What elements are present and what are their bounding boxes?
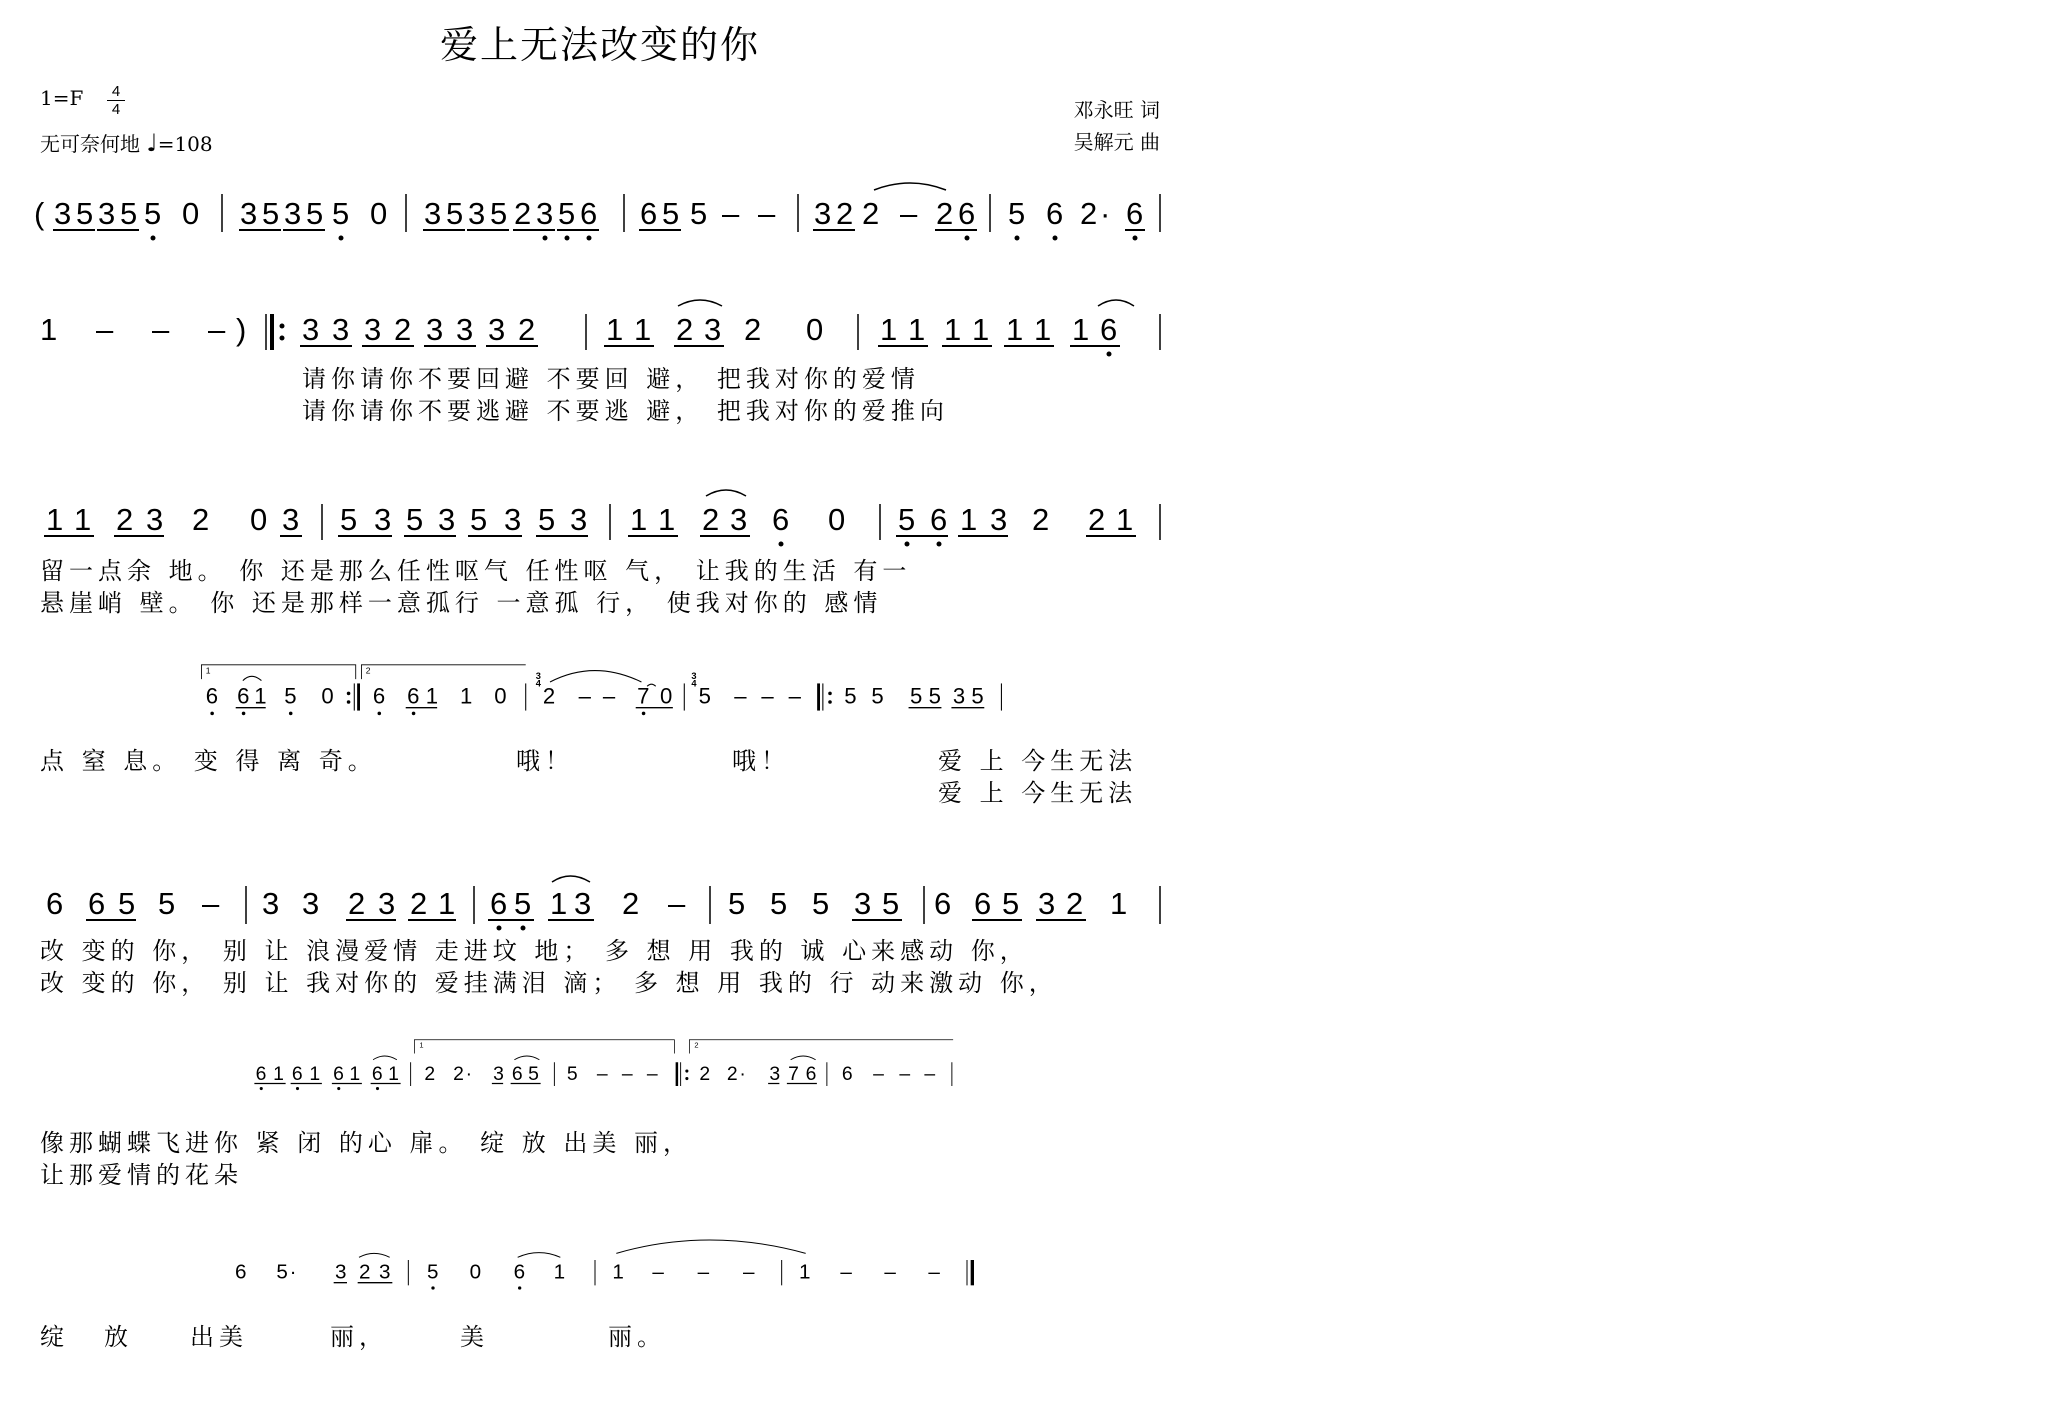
svg-text:3: 3	[574, 886, 592, 921]
svg-text:3: 3	[952, 683, 966, 709]
svg-text:3: 3	[302, 886, 320, 921]
svg-text:·: ·	[1100, 196, 1111, 231]
svg-text:3: 3	[570, 502, 588, 537]
svg-text:3: 3	[438, 502, 456, 537]
svg-text:6: 6	[841, 1062, 853, 1085]
svg-text:5: 5	[770, 886, 788, 921]
svg-text:·: ·	[739, 1062, 746, 1085]
notes-row-5	[40, 880, 1170, 920]
svg-text:7: 7	[788, 1062, 799, 1085]
svg-text:2: 2	[622, 886, 640, 921]
svg-text:6: 6	[640, 196, 658, 231]
tempo-marking	[40, 128, 213, 157]
svg-text:6: 6	[974, 886, 992, 921]
svg-text:3: 3	[284, 196, 302, 231]
lyric-row-4-verse-2: 爱 上 今生无法	[938, 779, 1138, 807]
notation-row-1	[34, 190, 1170, 250]
svg-text:6: 6	[934, 886, 952, 921]
svg-text:0: 0	[828, 502, 846, 537]
svg-text:2: 2	[1088, 502, 1106, 537]
svg-text:2: 2	[359, 1260, 371, 1284]
svg-text:5: 5	[971, 683, 984, 709]
svg-text:5: 5	[120, 196, 138, 231]
volta-2-label-b: 2	[694, 1040, 699, 1050]
svg-text:·: ·	[465, 1062, 473, 1085]
svg-text:5: 5	[871, 683, 884, 709]
svg-text:2: 2	[348, 886, 366, 921]
notation-row-2	[40, 310, 1170, 370]
svg-text:1: 1	[634, 312, 652, 347]
lyric-row-7-a: 绽	[40, 1323, 69, 1351]
svg-text:5: 5	[144, 196, 162, 231]
svg-text:6: 6	[372, 683, 386, 709]
svg-text:5: 5	[910, 683, 923, 709]
svg-text:–: –	[208, 312, 226, 347]
svg-text:2: 2	[453, 1062, 464, 1085]
svg-text:1: 1	[349, 1062, 361, 1085]
triplet-mark-1: 3	[535, 671, 541, 682]
svg-text:6: 6	[930, 502, 948, 537]
svg-text:6: 6	[88, 886, 106, 921]
svg-text:1: 1	[273, 1062, 284, 1085]
svg-text:6: 6	[580, 196, 598, 231]
svg-text:1: 1	[254, 683, 267, 709]
svg-text:2: 2	[702, 502, 720, 537]
svg-text:5: 5	[427, 1260, 439, 1284]
svg-text:5: 5	[1008, 196, 1026, 231]
svg-text:–: –	[578, 683, 591, 709]
notation-row-6	[40, 1036, 1170, 1096]
svg-text:3: 3	[54, 196, 72, 231]
svg-text:–: –	[900, 196, 918, 231]
svg-text:2: 2	[116, 502, 134, 537]
lyric-row-4-b: 哦！	[516, 747, 574, 775]
lyric-row-2-verse-2: 请你请你不要逃避 不要逃 避， 把我对你的爱推向	[302, 397, 949, 425]
lyric-row-3-verse-2: 悬崖峭 壁。 你 还是那样一意孤行 一意孤 行， 使我对你的 感情	[40, 589, 883, 617]
svg-text:6: 6	[407, 683, 420, 709]
svg-text:5: 5	[812, 886, 830, 921]
svg-text:5: 5	[514, 886, 532, 921]
svg-text:1: 1	[799, 1260, 811, 1284]
time-signature-bottom: 4	[111, 101, 121, 118]
svg-text:3: 3	[146, 502, 164, 537]
svg-text:6: 6	[205, 683, 219, 709]
svg-text:1: 1	[425, 683, 439, 709]
svg-text:1: 1	[553, 1260, 566, 1284]
svg-text:2: 2	[514, 196, 532, 231]
key-signature: 1=F	[40, 86, 84, 110]
lyric-row-6-verse-2: 让那爱情的花朵	[40, 1161, 243, 1189]
quarter-note-icon: ♩	[146, 129, 158, 157]
svg-text:5: 5	[690, 196, 708, 231]
svg-text:5: 5	[340, 502, 358, 537]
svg-text:–: –	[668, 886, 686, 921]
svg-text:1: 1	[972, 312, 990, 347]
svg-text:3: 3	[302, 312, 320, 347]
svg-text:3: 3	[98, 196, 116, 231]
svg-text:0: 0	[806, 312, 824, 347]
svg-text:5: 5	[284, 683, 297, 709]
svg-text:2: 2	[726, 1062, 738, 1085]
svg-text:–: –	[646, 1062, 658, 1085]
svg-text:3: 3	[282, 502, 300, 537]
svg-text:6: 6	[805, 1062, 817, 1085]
svg-text:5: 5	[118, 886, 136, 921]
svg-text:5: 5	[262, 196, 280, 231]
svg-text:3: 3	[814, 196, 832, 231]
page-title: 爱上无法改变的你	[439, 23, 760, 67]
tempo-label: 无可奈何地	[40, 132, 140, 156]
svg-text:5: 5	[528, 1062, 539, 1085]
tempo-value: =108	[157, 132, 213, 156]
lyricist: 邓永旺 词	[1073, 98, 1160, 122]
notes-row-4	[40, 665, 1170, 726]
lyric-row-7-c: 出美	[190, 1323, 248, 1351]
svg-text:5: 5	[1002, 886, 1020, 921]
svg-text:3: 3	[378, 886, 396, 921]
triplet-mark-2b: 4	[691, 678, 697, 689]
notes-row-2	[40, 310, 1170, 350]
svg-text:6: 6	[511, 1062, 523, 1085]
notation-row-7	[40, 1236, 1170, 1296]
svg-text:3: 3	[990, 502, 1008, 537]
svg-text:1: 1	[908, 312, 926, 347]
svg-text:3: 3	[364, 312, 382, 347]
svg-text:–: –	[873, 1062, 884, 1085]
svg-text:5: 5	[928, 683, 941, 709]
svg-text:2: 2	[676, 312, 694, 347]
svg-text:–: –	[596, 1062, 608, 1085]
svg-text:1: 1	[40, 312, 58, 347]
svg-text:6: 6	[371, 1062, 383, 1085]
lyric-row-7-d: 丽，	[330, 1323, 388, 1351]
svg-text:1: 1	[1110, 886, 1128, 921]
svg-text:3: 3	[468, 196, 486, 231]
svg-text:·: ·	[289, 1260, 297, 1284]
volta-1-label: 1	[205, 665, 211, 676]
notes-row-7	[40, 1260, 1170, 1306]
lyric-row-4-d: 爱 上 今生无法	[938, 747, 1138, 775]
svg-text:–: –	[899, 1062, 911, 1085]
svg-text:3: 3	[262, 886, 280, 921]
triplet-mark-1b: 4	[535, 678, 541, 689]
svg-text:1: 1	[1006, 312, 1024, 347]
svg-text:–: –	[743, 1260, 755, 1284]
lyric-row-4-a: 点 窒 息。 变 得 离 奇。	[40, 747, 377, 775]
svg-text:3: 3	[1038, 886, 1056, 921]
notes-row-1	[34, 190, 1170, 231]
notation-row-3	[40, 500, 1170, 560]
svg-text:3: 3	[240, 196, 258, 231]
svg-text:2: 2	[744, 312, 762, 347]
svg-text:6: 6	[46, 886, 64, 921]
svg-text:0: 0	[494, 683, 507, 709]
svg-text:3: 3	[335, 1260, 347, 1284]
svg-text:1: 1	[612, 1260, 624, 1284]
svg-text:5: 5	[76, 196, 94, 231]
svg-text:(: (	[34, 196, 45, 231]
svg-text:6: 6	[291, 1062, 303, 1085]
svg-text:1: 1	[46, 502, 64, 537]
svg-text:6: 6	[490, 886, 508, 921]
svg-text:5: 5	[276, 1260, 288, 1284]
lyric-row-6-verse-1: 像那蝴蝶飞进你 紧 闭 的心 扉。 绽 放 出美 丽，	[40, 1129, 693, 1157]
svg-text:2: 2	[192, 502, 210, 537]
svg-text:2: 2	[1066, 886, 1084, 921]
svg-text:5: 5	[698, 683, 711, 709]
svg-text:5: 5	[844, 683, 857, 709]
svg-text:–: –	[652, 1260, 664, 1284]
svg-text:5: 5	[882, 886, 900, 921]
svg-text:3: 3	[426, 312, 444, 347]
lyric-row-3-verse-1: 留一点余 地。 你 还是那么任性呕气 任性呕 气， 让我的生活 有一	[40, 557, 912, 585]
svg-text:2: 2	[1080, 196, 1098, 231]
svg-text:–: –	[928, 1260, 940, 1284]
svg-text:2: 2	[542, 683, 556, 709]
svg-text:3: 3	[493, 1062, 504, 1085]
svg-text:1: 1	[880, 312, 898, 347]
svg-text:–: –	[621, 1062, 633, 1085]
svg-text:5: 5	[728, 886, 746, 921]
notation-row-5	[40, 880, 1170, 940]
svg-text:2: 2	[518, 312, 536, 347]
svg-text:0: 0	[321, 683, 334, 709]
lyric-row-5-verse-1: 改 变的 你， 别 让 浪漫爱情 走进坟 地； 多 想 用 我的 诚 心来感动 你，	[40, 937, 1029, 965]
svg-text:1: 1	[438, 886, 456, 921]
svg-text:1: 1	[1116, 502, 1134, 537]
notes-row-3	[40, 500, 1170, 540]
svg-text:6: 6	[958, 196, 976, 231]
svg-text:2: 2	[394, 312, 412, 347]
svg-text:6: 6	[237, 683, 250, 709]
svg-text:0: 0	[370, 196, 388, 231]
svg-text:1: 1	[658, 502, 676, 537]
svg-text:5: 5	[662, 196, 680, 231]
svg-text:6: 6	[255, 1062, 267, 1085]
svg-text:–: –	[761, 683, 774, 709]
svg-text:3: 3	[704, 312, 722, 347]
svg-text:6: 6	[1100, 312, 1118, 347]
svg-text:–: –	[602, 683, 616, 709]
svg-text:–: –	[924, 1062, 936, 1085]
volta-1-label-b: 1	[419, 1040, 424, 1050]
svg-text:5: 5	[538, 502, 556, 537]
svg-text:1: 1	[630, 502, 648, 537]
svg-text:–: –	[758, 196, 776, 231]
svg-text:0: 0	[250, 502, 268, 537]
svg-text:1: 1	[960, 502, 978, 537]
svg-text:5: 5	[898, 502, 916, 537]
svg-text:3: 3	[854, 886, 872, 921]
svg-text:5: 5	[406, 502, 424, 537]
svg-text:–: –	[697, 1260, 710, 1284]
svg-text:2: 2	[424, 1062, 436, 1085]
svg-text:2: 2	[862, 196, 880, 231]
svg-text:1: 1	[606, 312, 624, 347]
svg-text:1: 1	[388, 1062, 399, 1085]
svg-text:3: 3	[456, 312, 474, 347]
svg-text:2: 2	[836, 196, 854, 231]
svg-text:1: 1	[1072, 312, 1090, 347]
svg-text:6: 6	[235, 1260, 247, 1284]
svg-text:3: 3	[488, 312, 506, 347]
svg-text:0: 0	[182, 196, 200, 231]
lyric-row-7-f: 丽。	[608, 1323, 666, 1351]
svg-text:–: –	[96, 312, 114, 347]
svg-text:): )	[236, 312, 247, 347]
svg-text:1: 1	[550, 886, 568, 921]
svg-text:–: –	[734, 683, 747, 709]
svg-text:2: 2	[699, 1062, 711, 1085]
svg-text:–: –	[884, 1260, 896, 1284]
svg-text:6: 6	[1126, 196, 1144, 231]
svg-text:5: 5	[158, 886, 176, 921]
lyric-row-2-verse-1: 请你请你不要回避 不要回 避， 把我对你的爱情	[302, 365, 920, 393]
svg-text:3: 3	[379, 1260, 391, 1284]
svg-text:1: 1	[460, 683, 473, 709]
volta-2-label: 2	[365, 665, 371, 676]
svg-text:3: 3	[536, 196, 554, 231]
svg-text:2: 2	[410, 886, 428, 921]
svg-text:3: 3	[504, 502, 522, 537]
svg-text:5: 5	[306, 196, 324, 231]
svg-text:3: 3	[374, 502, 392, 537]
lyric-row-5-verse-2: 改 变的 你， 别 让 我对你的 爱挂满泪 滴； 多 想 用 我的 行 动来激动 你，	[40, 969, 1058, 997]
svg-text:5: 5	[332, 196, 350, 231]
svg-text:6: 6	[513, 1260, 526, 1284]
svg-text:0: 0	[660, 683, 673, 709]
svg-text:1: 1	[74, 502, 92, 537]
notation-row-4	[40, 662, 1170, 722]
svg-text:3: 3	[730, 502, 748, 537]
lyric-row-4-c: 哦！	[732, 747, 790, 775]
svg-text:3: 3	[769, 1062, 781, 1085]
svg-text:1: 1	[944, 312, 962, 347]
svg-text:–: –	[152, 312, 170, 347]
triplet-mark-2: 3	[691, 671, 697, 682]
time-signature	[107, 84, 125, 117]
svg-text:–: –	[788, 683, 801, 709]
svg-text:5: 5	[558, 196, 576, 231]
svg-text:5: 5	[566, 1062, 578, 1085]
svg-text:3: 3	[424, 196, 442, 231]
svg-text:–: –	[722, 196, 740, 231]
svg-text:5: 5	[470, 502, 488, 537]
svg-text:3: 3	[332, 312, 350, 347]
svg-text:6: 6	[772, 502, 790, 537]
svg-text:5: 5	[446, 196, 464, 231]
svg-text:–: –	[840, 1260, 852, 1284]
svg-text:2: 2	[936, 196, 954, 231]
svg-text:6: 6	[333, 1062, 344, 1085]
svg-text:–: –	[202, 886, 220, 921]
svg-text:6: 6	[1046, 196, 1064, 231]
time-signature-top: 4	[111, 83, 121, 100]
lyric-row-7-b: 放	[104, 1323, 133, 1351]
composer: 吴解元 曲	[1073, 130, 1160, 154]
svg-text:1: 1	[309, 1062, 321, 1085]
notes-row-6	[40, 1040, 1170, 1112]
svg-text:7: 7	[637, 683, 650, 709]
svg-text:5: 5	[490, 196, 508, 231]
lyric-row-7-e: 美	[460, 1323, 489, 1351]
svg-text:1: 1	[1034, 312, 1052, 347]
svg-text:0: 0	[469, 1260, 482, 1284]
svg-text:2: 2	[1032, 502, 1050, 537]
